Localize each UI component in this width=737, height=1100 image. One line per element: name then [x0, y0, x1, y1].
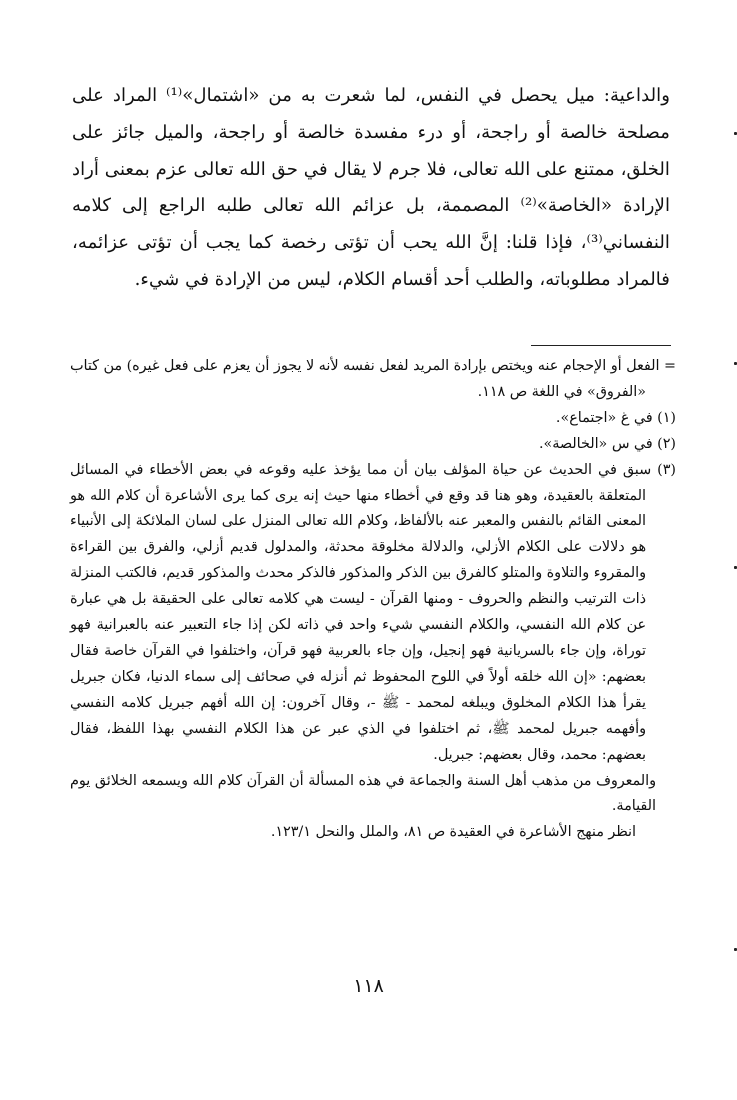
footnote-3-conclusion: والمعروف من مذهب أهل السنة والجماعة في هذه المسألة أن القرآن كلام الله ويسمعه الخلائق يوم القيامة. — [70, 772, 657, 815]
footnote-1: (١) في غ «اجتماع». — [555, 409, 676, 426]
footnote-separator — [531, 345, 671, 346]
footnote-continuation: = الفعل أو الإحجام عنه ويختص بإرادة المريد لفعل نفسه لأنه لا يجوز أن يعزم على فعل غيره) من كتاب «الفروق» في اللغة ص ١١٨. — [70, 358, 676, 400]
footnote-2: (٢) في س «الخالصة». — [538, 435, 676, 452]
main-paragraph: والداعية: ميل يحصل في النفس، لما شعرت به من «اشتمال»⁽¹⁾ المراد على مصلحة خالصة أو راجحة، أو درء مفسدة خالصة أو راجحة، والميل جائز على الخلق، ممتنع على الله تعالى، فلا جرم لا يقال في حق الله تعالى عزم بمعنى أراد الإرادة «الخاصة»⁽²⁾ المصممة، بل عزائم الله تعالى طلبه الراجع إلى كلامه النفساني⁽³⁾، فإذا قلنا: إنَّ الله يحب أن تؤتى رخصة كما يجب أن تؤتى عزائمه، فالمراد مطلوباته، والطلب أحد أقسام الكلام، ليس من الإرادة في شيء. — [72, 85, 671, 290]
footnote-3-reference: انظر منهج الأشاعرة في العقيدة ص ٨١، والملل والنحل ١٢٣/١. — [270, 824, 636, 841]
footnotes-section — [70, 354, 676, 846]
footnote-3: (٣) سبق في الحديث عن حياة المؤلف بيان أن مما يؤخذ عليه وقوعه في بعض الأخطاء في المسائل المتعلقة بالعقيدة، وهو هنا قد وقع في أخطاء منها حيث إنه يرى كما يرى الأشاعرة أن كلام الله هو المعنى القائم بالنفس والمعبر عنه بالألفاظ، وكلام الله تعالى المنزل على لسان الملائكة إلى الأنبياء هو دلالات على الكلام الأزلي، والدلالة مخلوقة محدثة، والمدلول قديم أزلي، والفرق بين القراءة والمقروء والتلاوة والمتلو كالفرق بين الذكر والمذكور فالذكر محدث والمذكور قديم، فالكتب المنزلة ذات الترتيب والنظم والحروف - ومنها القرآن - ليست هي كلامه تعالى على الحقيقة بل هي عبارة عن كلام الله النفسي، والكلام النفسي شيء واحد في ذاته لكن إذا جاء التعبير عنه بالعبرانية فهو توراة، وإن جاء بالسريانية فهو إنجيل، وإن جاء بالعربية فهو قرآن، واختلفوا في القرآن خاصة فقال بعضهم: «إن الله خلقه أولاً في اللوح المحفوظ ثم أنزله في صحائف إلى سماء الدنيا، فكان جبريل يقرأ هذا الكلام المخلوق ويبلغه لمحمد - ﷺ -، وقال آخرون: إن الله أفهم جبريل كلامه النفسي وأفهمه جبريل لمحمد ﷺ، ثم اختلفوا في الذي عبر عن هذا الكلام النفسي بهذا اللفظ، فقال بعضهم: محمد، وقال بعضهم: جبريل. — [70, 461, 676, 763]
page-number: ١١٨ — [353, 975, 384, 997]
